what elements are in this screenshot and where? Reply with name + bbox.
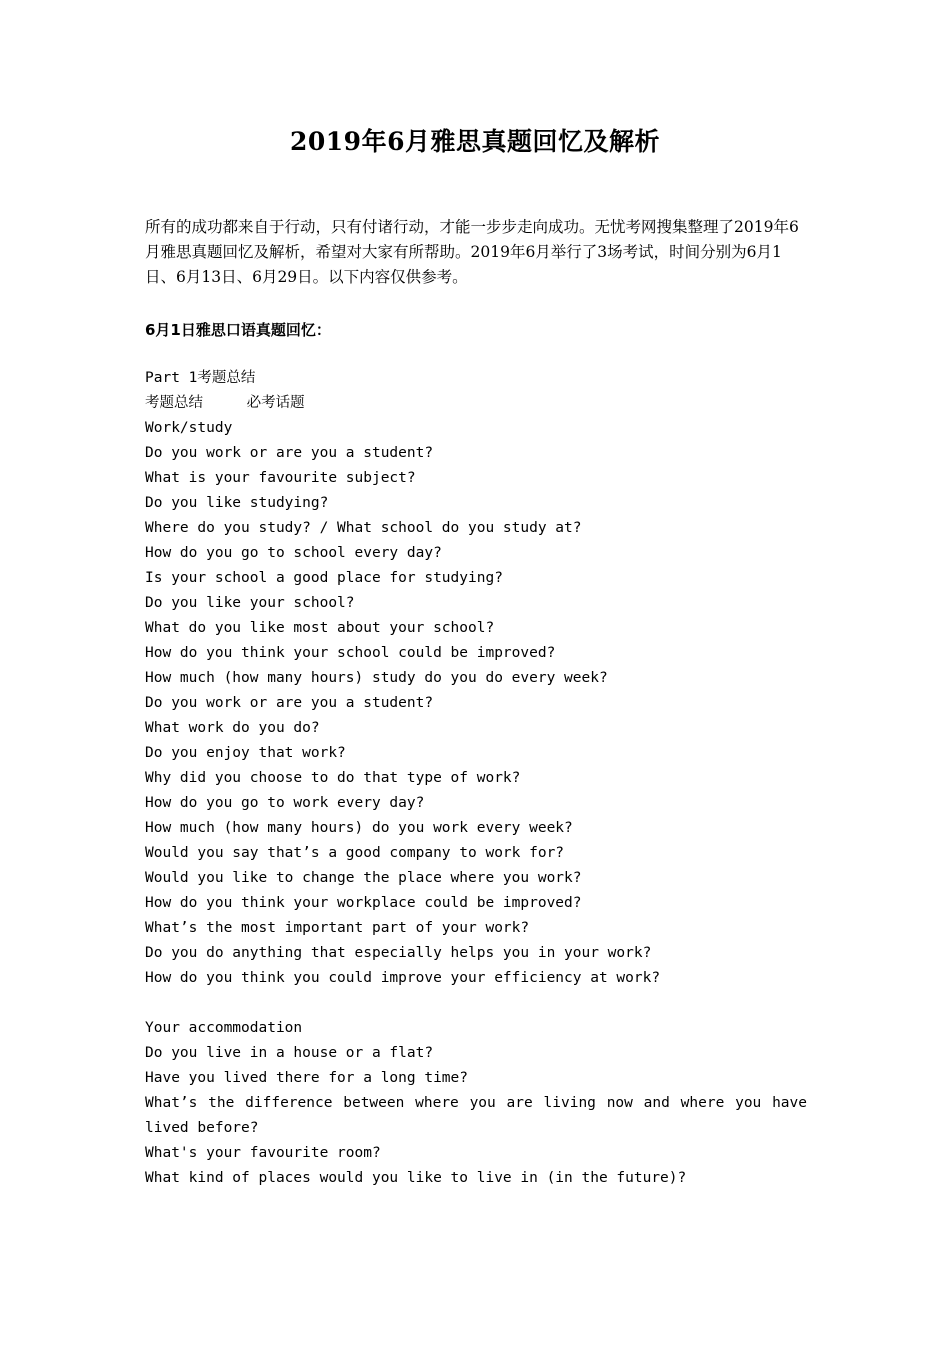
list-item: Would you like to change the place where you work? <box>145 870 582 886</box>
list-item: Do you like your school? <box>145 595 355 611</box>
list-item: Your accommodation <box>145 1020 303 1036</box>
list-item: Where do you study? / What school do you study at? <box>145 520 582 536</box>
list-item: Would you say that’s a good company to work for? <box>145 845 565 861</box>
list-item: Is your school a good place for studying? <box>145 570 503 586</box>
section-heading: 6月1日雅思口语真题回忆： <box>145 321 331 339</box>
list-item: What do you like most about your school? <box>145 620 495 636</box>
page-title: 2019年6月雅思真题回忆及解析 <box>290 127 660 156</box>
list-item: How do you think your school could be improved? <box>145 645 556 661</box>
list-item: What's your favourite room? <box>145 1145 381 1161</box>
list-item: How do you go to work every day? <box>145 795 425 811</box>
list-item: Do you live in a house or a flat? <box>145 1045 434 1061</box>
list-item: Work/study <box>145 420 233 436</box>
list-item: Have you lived there for a long time? <box>145 1070 469 1086</box>
list-item: Do you do anything that especially helps you in your work? <box>145 945 652 961</box>
list-item: Do you work or are you a student? <box>145 695 434 711</box>
list-item: What is your favourite subject? <box>145 470 416 486</box>
list-item: Do you like studying? <box>145 495 329 511</box>
list-item: Part 1考题总结 <box>145 370 256 386</box>
list-item: What kind of places would you like to live in (in the future)? <box>145 1170 687 1186</box>
list-item: Do you work or are you a student? <box>145 445 434 461</box>
list-item: How do you think you could improve your efficiency at work? <box>145 970 661 986</box>
list-item: lived before? <box>145 1120 259 1136</box>
list-item <box>145 991 807 1016</box>
intro-paragraph: 所有的成功都来自于行动，只有付诸行动，才能一步步走向成功。无忧考网搜集整理了2019年6月雅思真题回忆及解析，希望对大家有所帮助。2019年6月举行了3场考试，时间分别为6月1日、6月13日、6月29日。以下内容仅供参考。 <box>145 218 799 286</box>
list-item: Why did you choose to do that type of work? <box>145 770 521 786</box>
list-item: How much (how many hours) study do you do every week? <box>145 670 608 686</box>
list-item: Do you enjoy that work? <box>145 745 346 761</box>
list-item: How do you go to school every day? <box>145 545 442 561</box>
list-item: What work do you do? <box>145 720 320 736</box>
list-item: What’s the difference between where you are living now and where you have <box>145 1095 807 1111</box>
list-item: What’s the most important part of your work? <box>145 920 530 936</box>
list-item: 考题总结 必考话题 <box>145 395 305 411</box>
question-list <box>145 366 807 1191</box>
list-item: How much (how many hours) do you work every week? <box>145 820 573 836</box>
list-item: How do you think your workplace could be improved? <box>145 895 582 911</box>
